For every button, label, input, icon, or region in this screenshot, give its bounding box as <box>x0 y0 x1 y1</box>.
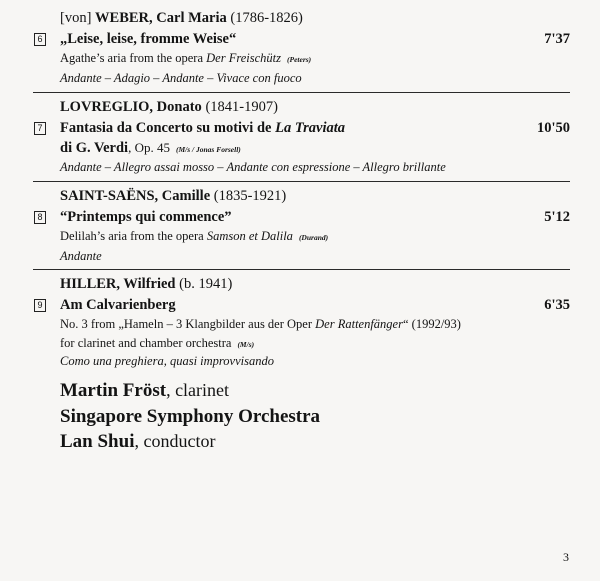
description-text: Delilah’s aria from the opera <box>60 229 207 243</box>
title-text: Fantasia da Concerto su motivi de <box>60 120 276 136</box>
composer-line <box>60 10 303 27</box>
track-entry-hiller <box>37 276 570 368</box>
composer-prefix: [von] <box>60 10 96 26</box>
work-description <box>60 51 311 66</box>
performer-name: Singapore Symphony Orchestra <box>60 406 321 427</box>
opus: , Op. 45 <box>128 140 170 155</box>
instrumentation: for clarinet and chamber orchestra <box>60 336 232 350</box>
tempo-markings: Andante – Allegro assai mosso – Andante con espressione – Allegro brillante <box>60 160 446 174</box>
work-title <box>60 120 345 137</box>
work-description <box>60 229 328 244</box>
divider <box>33 181 570 182</box>
publisher: (Durand) <box>298 233 329 242</box>
description-text-end: “ (1992/93) <box>402 317 461 331</box>
composer-name: WEBER, Carl Maria <box>95 10 227 26</box>
opera-title: Samson et Dalila <box>206 229 293 243</box>
work-title-continued <box>60 139 241 157</box>
composer-line <box>60 99 278 116</box>
track-number: 6 <box>34 33 46 46</box>
tempo-markings: Andante <box>60 249 102 263</box>
composer-line <box>60 276 232 293</box>
tempo-markings: Como una preghiera, quasi improvvisando <box>60 354 274 368</box>
performer-name: Lan Shui <box>60 431 135 452</box>
work-title: “Printemps qui commence” <box>60 209 232 225</box>
work-title: Am Calvarienberg <box>60 297 176 313</box>
composer-name: LOVREGLIO, Donato <box>60 99 202 115</box>
opera-title: Der Freischütz <box>206 51 281 65</box>
opera-title: La Traviata <box>275 120 346 136</box>
title-line2: di G. Verdi <box>60 140 129 156</box>
description-text: No. 3 from „Hameln – 3 Klangbilder aus der Oper <box>60 317 316 331</box>
composer-years: (1786-1826) <box>226 10 303 26</box>
duration: 7'37 <box>544 31 570 47</box>
work-description-line2 <box>60 336 254 351</box>
composer-years: (1835-1921) <box>210 188 287 204</box>
publisher: (M/s) <box>237 340 255 349</box>
description-text: Agathe’s aria from the opera <box>60 51 207 65</box>
composer-years: (1841-1907) <box>201 99 278 115</box>
track-entry-weber <box>37 10 570 90</box>
duration: 6'35 <box>544 297 570 313</box>
composer-name: SAINT-SAËNS, Camille <box>60 188 211 204</box>
performer-role: , conductor <box>134 431 216 451</box>
performer-soloist <box>60 380 229 402</box>
track-number: 7 <box>34 122 46 135</box>
composer-years: (b. 1941) <box>175 276 233 292</box>
performer-name: Martin Fröst <box>60 380 167 401</box>
performer-conductor <box>60 431 215 453</box>
opera-title: Der Rattenfänger <box>315 317 403 331</box>
composer-name: HILLER, Wilfried <box>60 276 176 292</box>
track-number: 8 <box>34 211 46 224</box>
duration: 10'50 <box>536 120 570 136</box>
publisher: (M/s / Jonas Forsell) <box>175 145 241 154</box>
track-entry-lovreglio <box>37 99 570 179</box>
page-number: 3 <box>563 550 569 564</box>
divider <box>33 92 570 93</box>
performer-role: , clarinet <box>166 380 230 400</box>
work-description <box>60 317 461 332</box>
duration: 5'12 <box>544 209 570 225</box>
track-number: 9 <box>34 299 46 312</box>
divider <box>33 269 570 270</box>
composer-line <box>60 188 286 205</box>
tempo-markings: Andante – Adagio – Andante – Vivace con fuoco <box>60 71 302 85</box>
track-entry-saint-saens <box>37 188 570 268</box>
work-title: „Leise, leise, fromme Weise“ <box>60 31 237 47</box>
publisher: (Peters) <box>287 55 312 64</box>
performer-orchestra <box>60 406 320 428</box>
